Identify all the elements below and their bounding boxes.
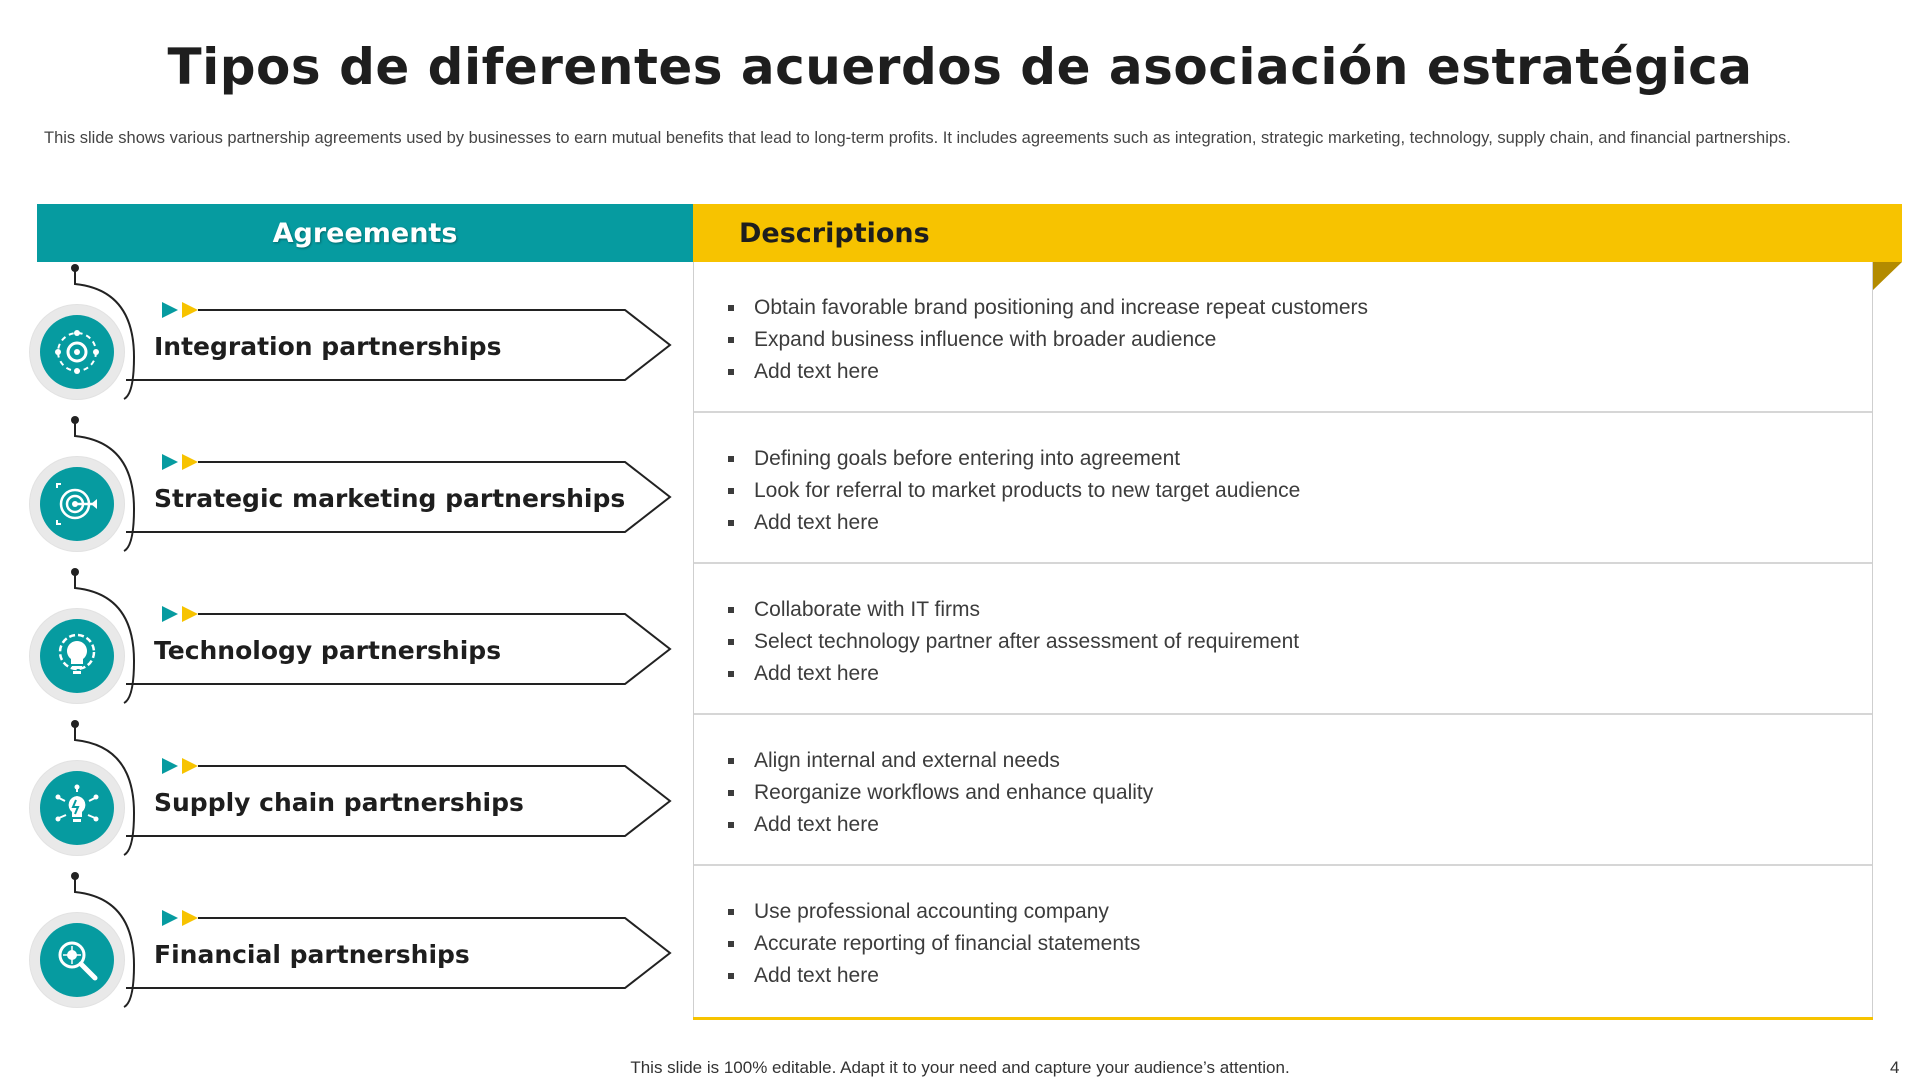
- description-bullet: Accurate reporting of financial statements: [728, 928, 1872, 960]
- description-bullet: Add text here: [728, 356, 1872, 388]
- agreement-icon-badge: [30, 457, 124, 551]
- description-bullet: Obtain favorable brand positioning and increase repeat customers: [728, 292, 1872, 324]
- descriptions-header: Descriptions: [693, 204, 1902, 262]
- page-title: Tipos de diferentes acuerdos de asociación estratégica: [167, 38, 1753, 96]
- agreement-row-technology: [30, 566, 680, 706]
- agreement-label: Technology partnerships: [154, 636, 502, 665]
- table-bottom-rule: [693, 1017, 1873, 1020]
- agreement-row-integration: [30, 262, 680, 402]
- agreement-icon-badge: [30, 913, 124, 1007]
- header-fold-decoration: [1873, 262, 1902, 290]
- agreement-icon-badge: [30, 609, 124, 703]
- target-icon: [53, 480, 101, 528]
- description-bullet: Add text here: [728, 507, 1872, 539]
- gear-network-icon: [53, 328, 101, 376]
- agreement-label: Strategic marketing partnerships: [154, 484, 626, 513]
- descriptions-table: [693, 262, 1873, 1017]
- footer-note: This slide is 100% editable. Adapt it to your need and capture your audience’s attention.: [630, 1058, 1290, 1077]
- description-bullet: Add text here: [728, 960, 1872, 992]
- description-bullet: Look for referral to market products to new target audience: [728, 475, 1872, 507]
- agreement-row-supply-chain: [30, 718, 680, 858]
- page-subtitle: This slide shows various partnership agreements used by businesses to earn mutual benefits that lead to long-term profits. It includes agreements such as integration, strategic marketing, technology, supply chain, and financial partnerships.: [44, 129, 1791, 147]
- description-bullet: Add text here: [728, 809, 1872, 841]
- bulb-network-icon: [53, 784, 101, 832]
- agreement-row-strategic-marketing: [30, 414, 680, 554]
- lightbulb-gear-icon: [53, 632, 101, 680]
- description-bullet: Collaborate with IT firms: [728, 594, 1872, 626]
- page-number: 4: [1890, 1058, 1900, 1077]
- description-bullet: Align internal and external needs: [728, 745, 1872, 777]
- description-bullet: Reorganize workflows and enhance quality: [728, 777, 1872, 809]
- description-bullet: Expand business influence with broader audience: [728, 324, 1872, 356]
- agreement-icon-badge: [30, 761, 124, 855]
- description-row: [694, 866, 1872, 1017]
- magnifier-icon: [53, 936, 101, 984]
- agreement-row-financial: [30, 870, 680, 1010]
- description-bullet: Use professional accounting company: [728, 896, 1872, 928]
- description-row: [694, 262, 1872, 413]
- description-row: [694, 715, 1872, 866]
- agreement-icon-badge: [30, 305, 124, 399]
- description-row: [694, 564, 1872, 715]
- description-row: [694, 413, 1872, 564]
- agreement-label: Integration partnerships: [154, 332, 502, 361]
- agreement-label: Financial partnerships: [154, 940, 470, 969]
- description-bullet: Add text here: [728, 658, 1872, 690]
- description-bullet: Defining goals before entering into agreement: [728, 443, 1872, 475]
- agreements-header: Agreements: [37, 204, 693, 262]
- description-bullet: Select technology partner after assessment of requirement: [728, 626, 1872, 658]
- agreement-label: Supply chain partnerships: [154, 788, 524, 817]
